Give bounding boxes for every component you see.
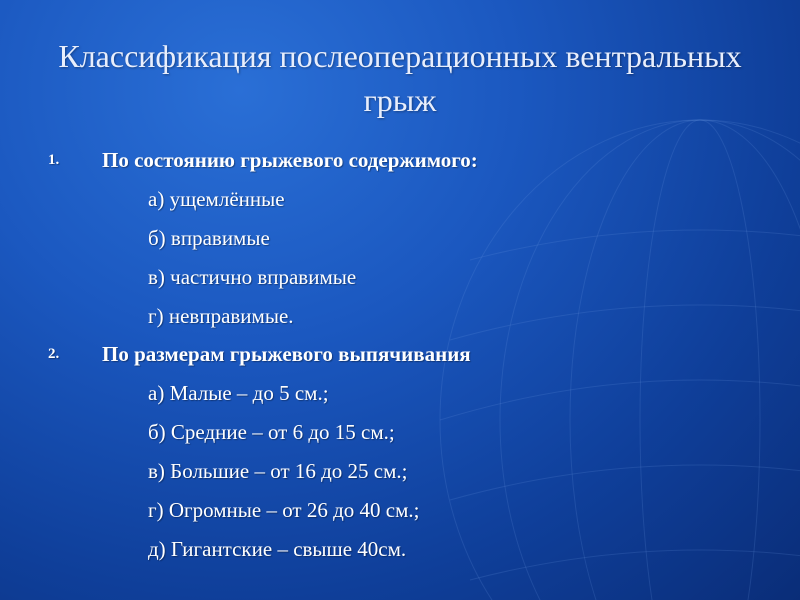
list-item-text: в) частично вправимые (148, 264, 357, 289)
list-item (0, 258, 800, 297)
list-item (0, 374, 800, 413)
list-item-text: в) Большие – от 16 до 25 см.; (148, 459, 408, 484)
section-number: 1. (48, 152, 60, 168)
section-number: 2. (48, 346, 60, 363)
list-item-text: а) ущемлённые (148, 186, 285, 211)
slide-title-line-1: Классификация послеоперационных вентральных (58, 38, 742, 74)
list-item-text: б) вправимые (148, 225, 270, 250)
list-item-text: г) Огромные – от 26 до 40 см.; (148, 498, 420, 523)
list-item (0, 219, 800, 258)
list-item (0, 297, 800, 336)
list-item-text: д) Гигантские – свыше 40см. (148, 536, 407, 561)
list-item-text: а) Малые – до 5 см.; (148, 381, 329, 406)
list-item-text: г) невправимые. (148, 303, 294, 328)
section-heading-1 (0, 141, 800, 180)
list-item (0, 180, 800, 219)
list-item (0, 452, 800, 491)
classification-list (0, 141, 800, 569)
slide-title-line-2: грыж (363, 82, 437, 118)
list-item (0, 413, 800, 452)
list-item-text: б) Средние – от 6 до 15 см.; (148, 420, 395, 445)
list-item (0, 530, 800, 569)
slide-title (0, 34, 800, 122)
section-heading-text: По состоянию грыжевого содержимого: (102, 148, 478, 172)
section-heading-text: По размерам грыжевого выпячивания (102, 342, 471, 367)
section-heading-2 (0, 335, 800, 374)
list-item (0, 491, 800, 530)
